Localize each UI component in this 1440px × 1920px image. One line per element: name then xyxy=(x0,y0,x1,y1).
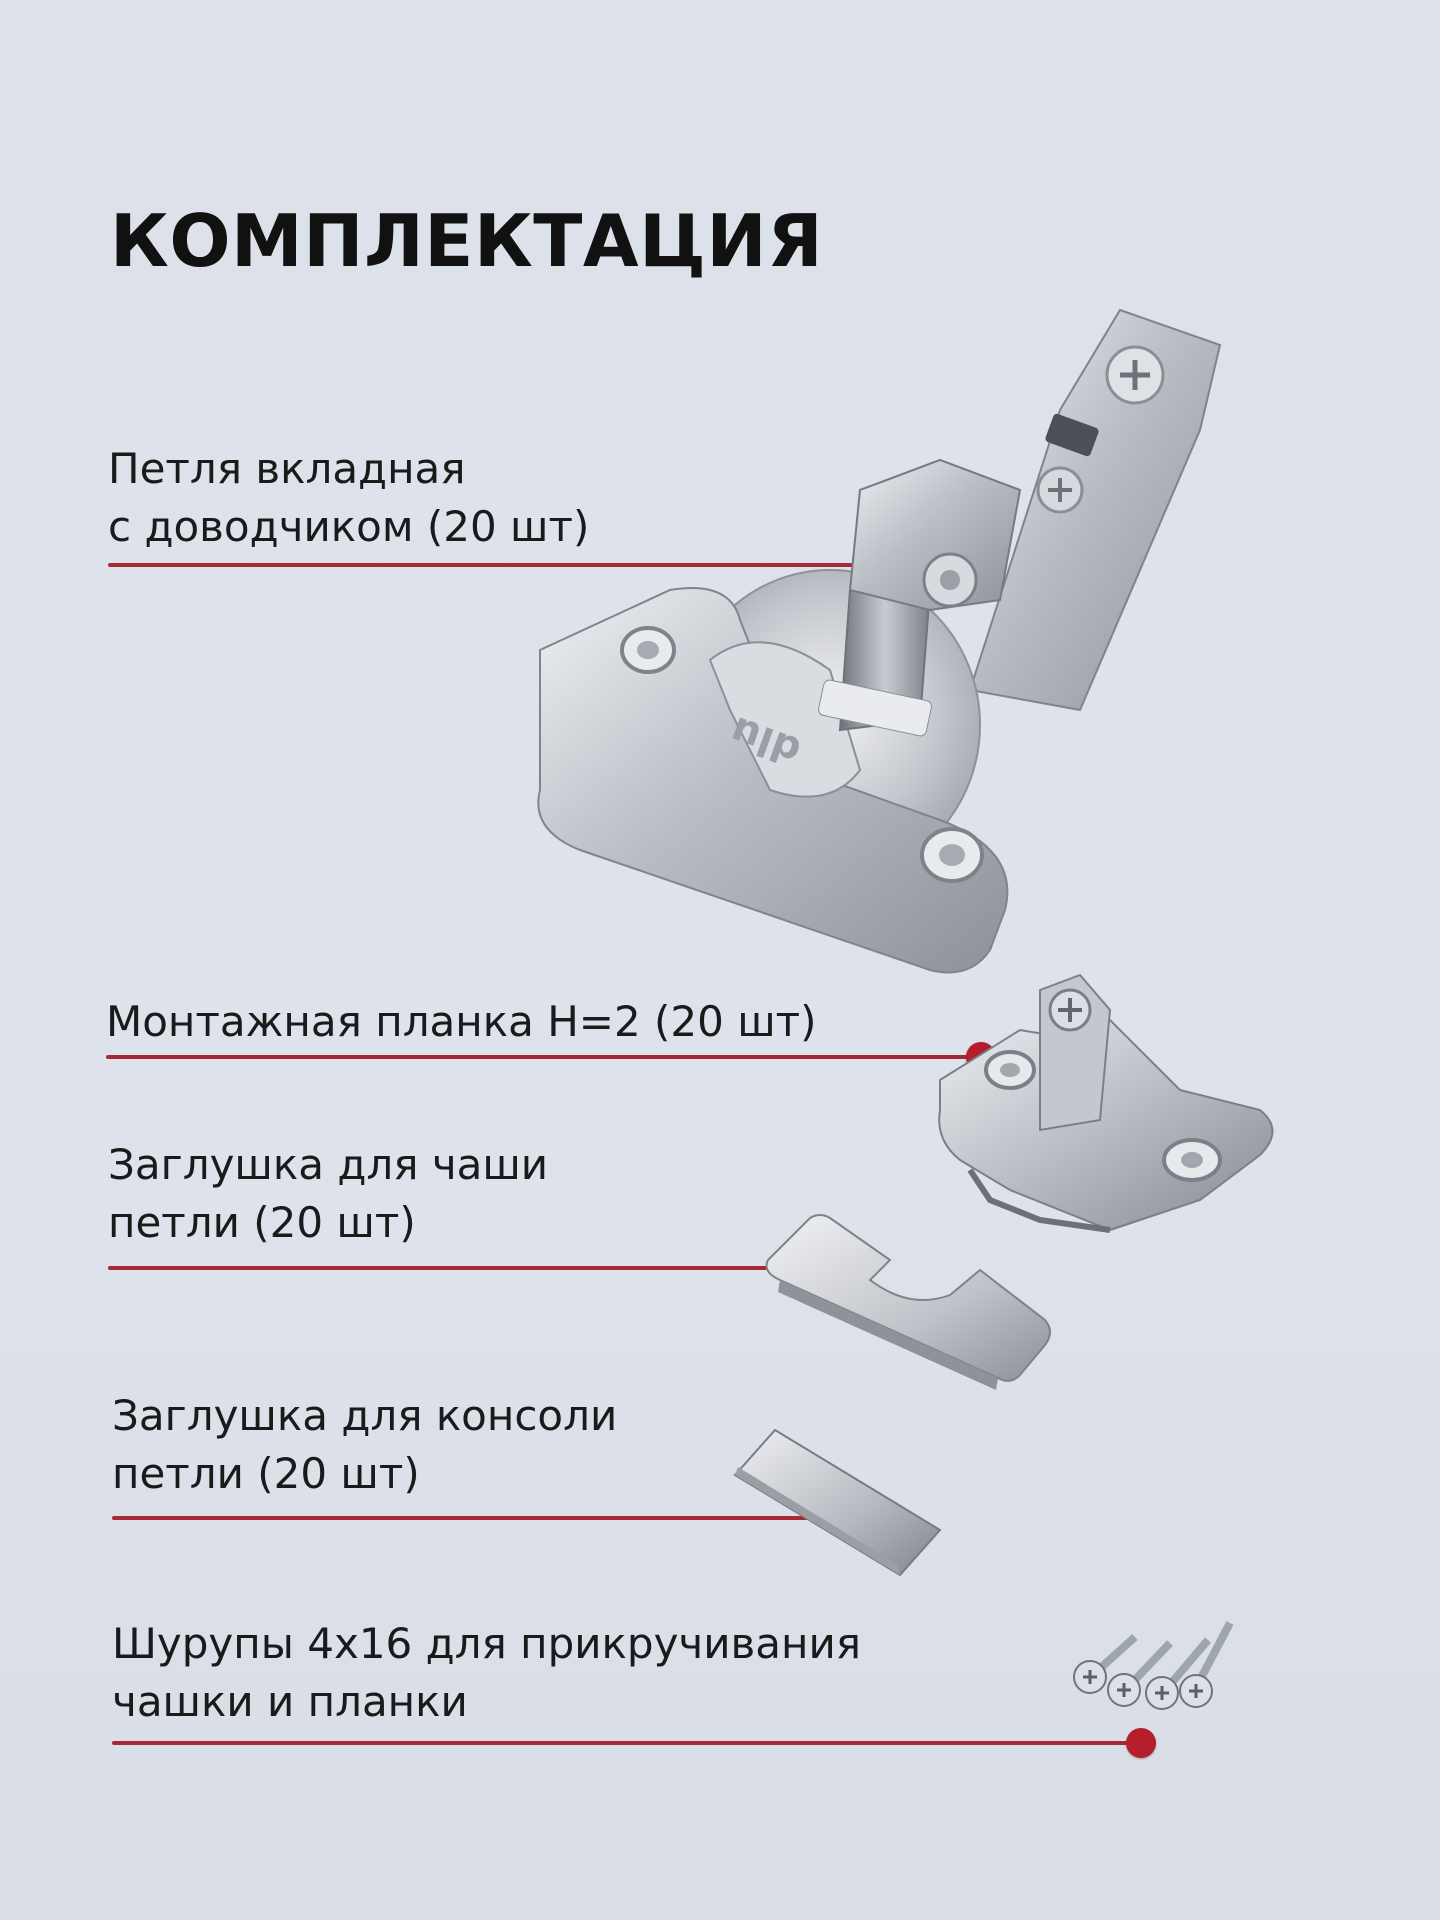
cup-cover-label-line2: петли (20 шт) xyxy=(108,1198,416,1247)
mounting-plate-callout-line xyxy=(106,1055,976,1059)
hinge-image xyxy=(500,290,1260,980)
hinge-label-line2: с доводчиком (20 шт) xyxy=(108,502,590,551)
screws-label xyxy=(112,1615,861,1731)
screws-callout-line xyxy=(112,1741,1147,1745)
mounting-plate-label-line1: Монтажная планка H=2 (20 шт) xyxy=(106,997,817,1046)
mounting-plate-image xyxy=(930,970,1290,1250)
svg-text:dlu: dlu xyxy=(724,706,807,775)
cup-cover-callout-line xyxy=(108,1266,800,1270)
arm-cover-label-line1: Заглушка для консоли xyxy=(112,1391,618,1440)
screws-label-line1: Шурупы 4x16 для прикручивания xyxy=(112,1619,862,1668)
cup-cover-image xyxy=(760,1210,1060,1430)
arm-cover-label-line2: петли (20 шт) xyxy=(112,1449,420,1498)
mounting-plate-label xyxy=(106,993,817,1051)
hinge-label-line1: Петля вкладная xyxy=(108,444,466,493)
cup-cover-label-line1: Заглушка для чаши xyxy=(108,1140,549,1189)
arm-cover-image xyxy=(730,1425,950,1575)
page-title: КОМПЛЕКТАЦИЯ xyxy=(110,199,824,283)
screws-callout-dot xyxy=(1126,1728,1156,1758)
arm-cover-label xyxy=(112,1387,617,1503)
screws-label-line2: чашки и планки xyxy=(112,1677,468,1726)
screws-image xyxy=(1050,1615,1240,1725)
cup-cover-label xyxy=(108,1136,548,1252)
